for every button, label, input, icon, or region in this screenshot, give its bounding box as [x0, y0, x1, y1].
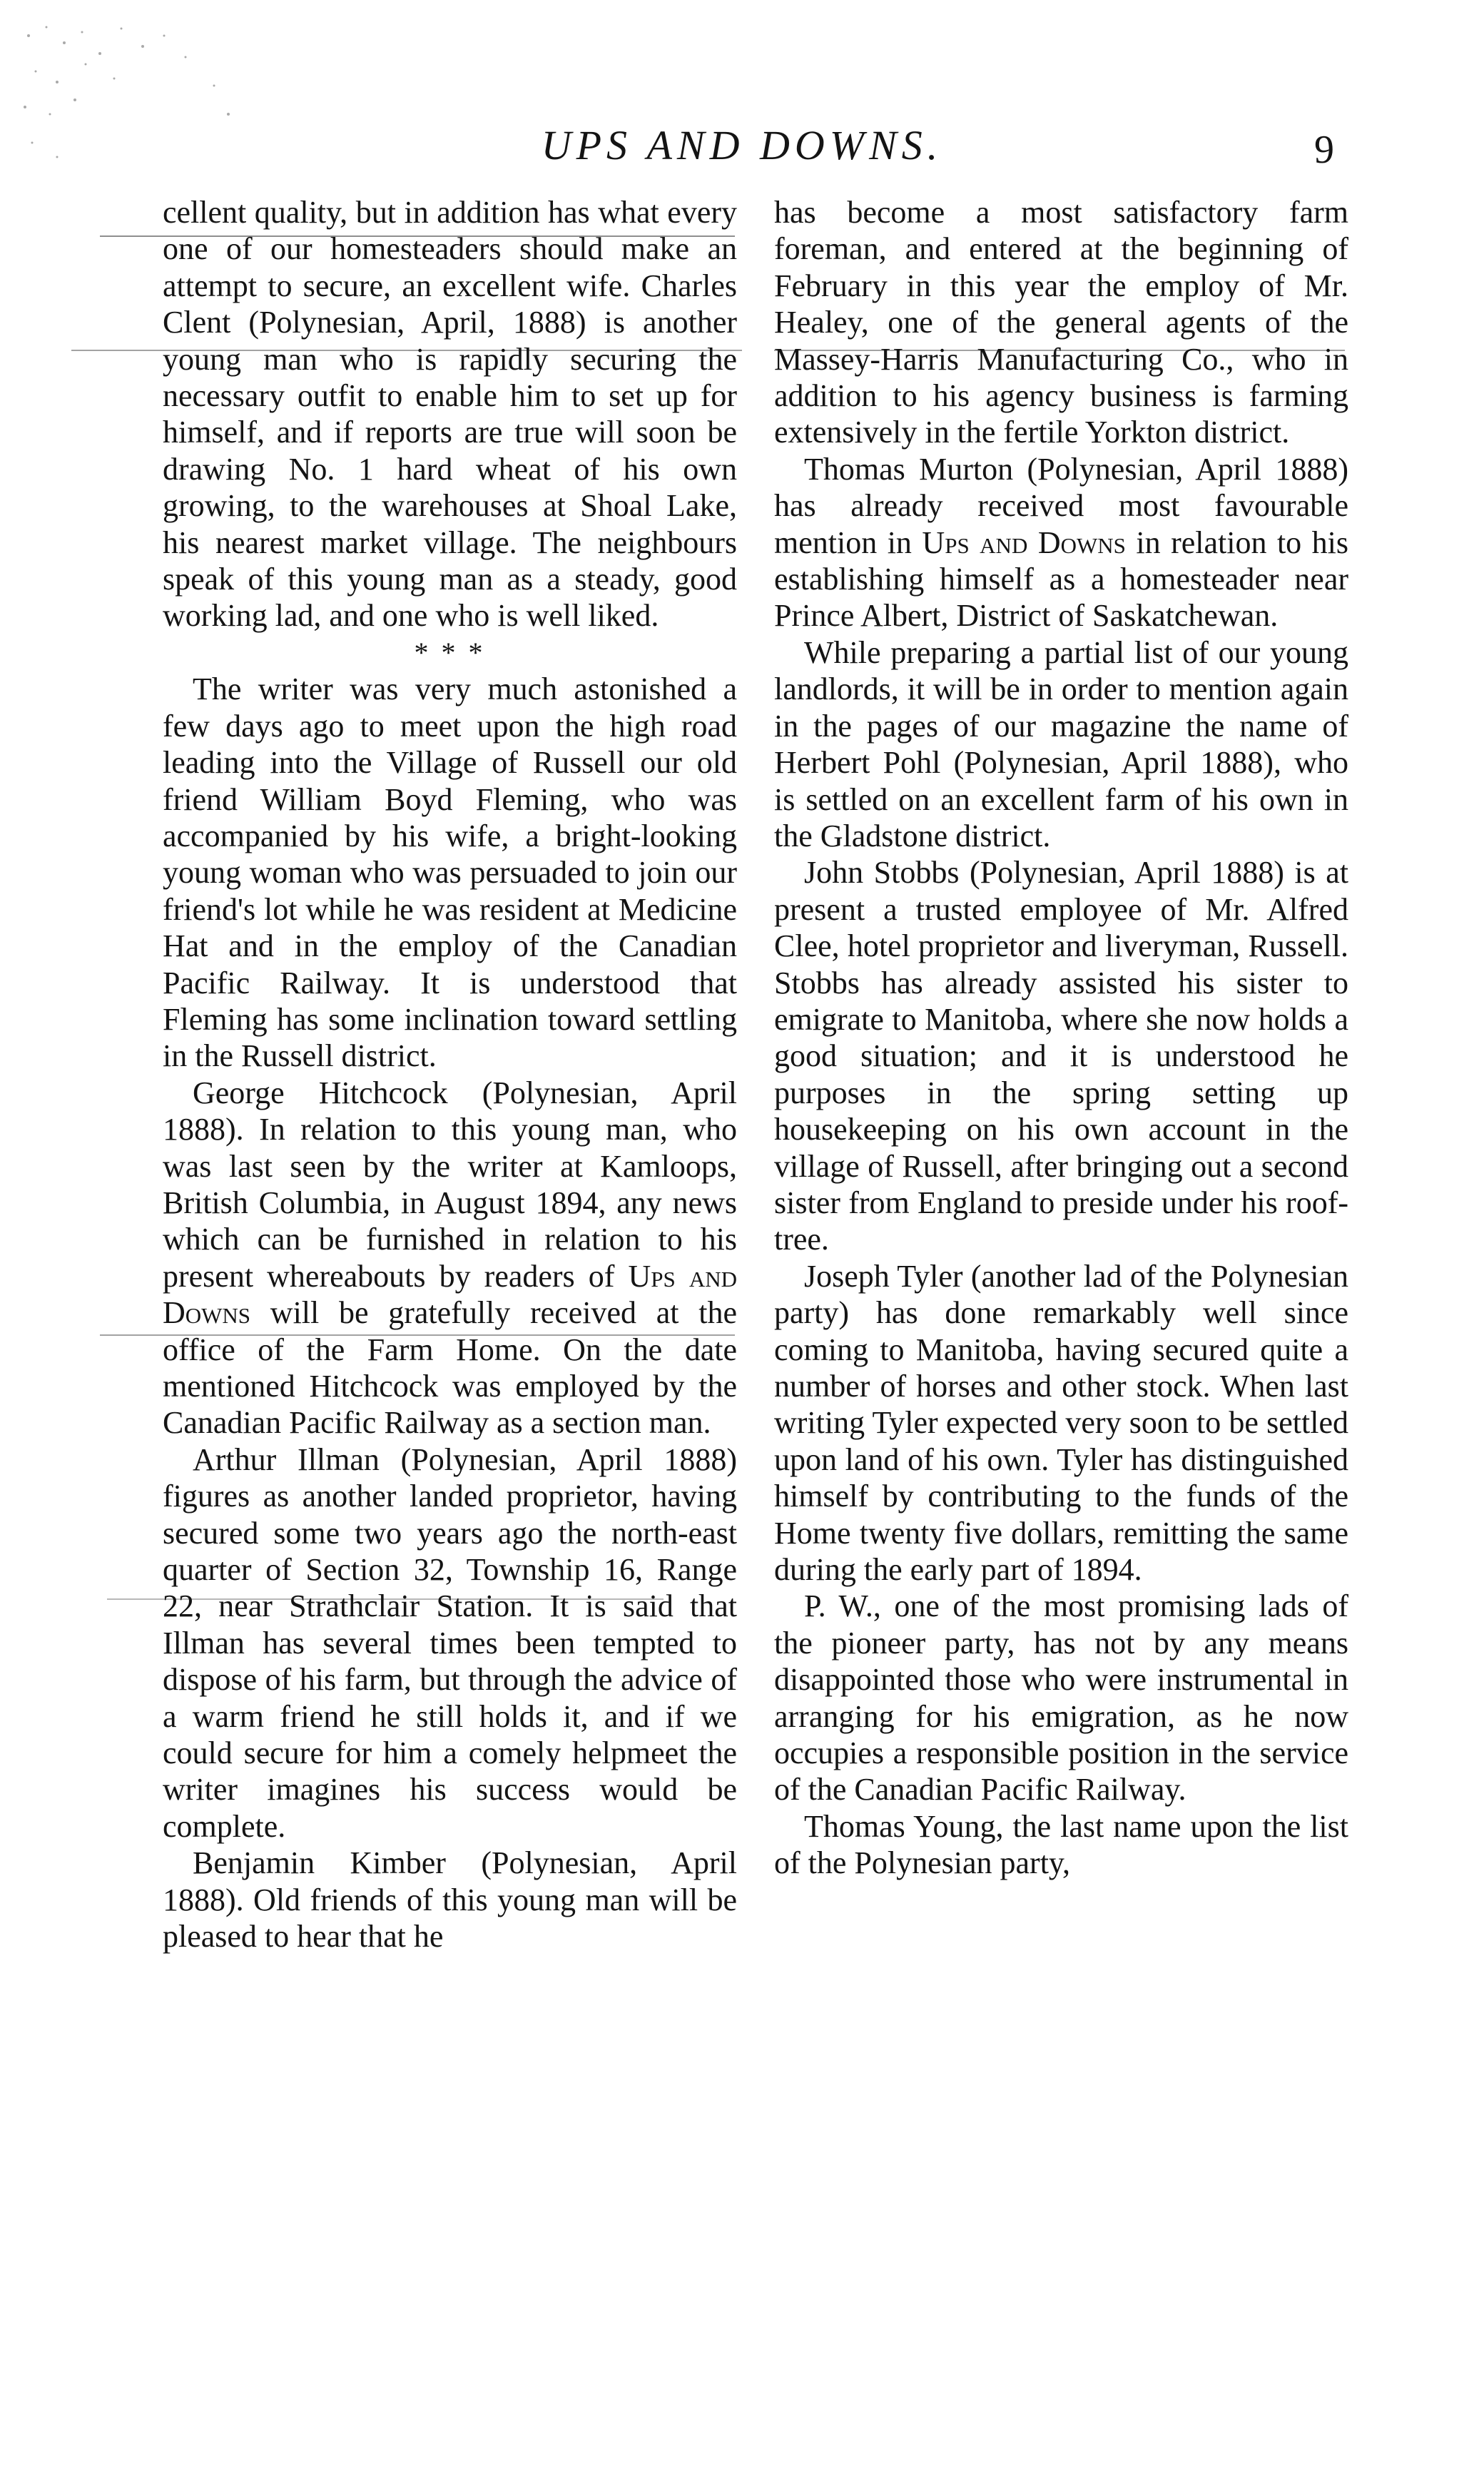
page-number: 9 — [1314, 128, 1334, 172]
paragraph: has become a most satisfactory farm foreman, and entered at the beginning of February in this year the employ of Mr. Healey, one of the general agents of the Massey-Harris Manufacturing Co., who in addition to his agency business is farming extensively in the fertile Yorkton district. — [774, 195, 1348, 450]
paragraph-text: George Hitchcock (Polynesian, April 1888). In relation to this young man, who was last seen by the writer at Kamloops, British Columbia, in August 1894, any news which can be furnished in relation to his present whereabouts by readers of — [163, 1075, 737, 1294]
paragraph: Joseph Tyler (another lad of the Polynesian party) has done remarkably well since coming to Manitoba, having secured quite a number of horses and other stock. When last writing Tyler expected very soon to be settled upon land of his own. Tyler has distinguished himself by contributing to the funds of the Home twenty five dollars, remitting the same during the early part of 1894. — [774, 1258, 1348, 1588]
paragraph: While preparing a partial list of our young landlords, it will be in order to mention again in the pages of our magazine the name of Herbert Pohl (Polynesian, April 1888), who is settled on an excellent farm of his own in the Gladstone district. — [774, 634, 1348, 853]
paragraph: Thomas Young, the last name upon the list of the Polynesian party, — [774, 1808, 1348, 1881]
paragraph: John Stobbs (Polynesian, April 1888) is at present a trusted employee of Mr. Alfred Clee, hotel proprietor and liveryman, Russell. Stobbs has already assisted his sister to emigrate to Manitoba, where she now holds a good situation; and it is understood he purposes in the spring setting up housekeeping on his own account in the village of Russell, after bringing out a second sister from England to preside under his roof-tree. — [774, 855, 1348, 1257]
paragraph-text: will be gratefully received at the office of the Farm Home. On the date mentioned Hitchcock was employed by the Canadian Pacific Railway as a section man. — [163, 1295, 737, 1441]
paragraph: cellent quality, but in addition has what every one of our homesteaders should make an attempt to secure, an excellent wife. Charles Clent (Polynesian, April, 1888) is another young man who is rapidly securing the necessary outfit to enable him to set up for himself, and if reports are true will soon be drawing No. 1 hard wheat of his own growing, to the warehouses at Shoal Lake, his nearest market village. The neighbours speak of this young man as a steady, good working lad, and one who is well liked. — [163, 195, 737, 634]
page-header — [0, 121, 1484, 186]
paragraph — [774, 451, 1348, 634]
magazine-title: Ups and Downs — [922, 524, 1126, 560]
paragraph-text: in relation to his establishing himself as a homesteader near Prince Albert, District of Saskatchewan. — [774, 524, 1349, 634]
paragraph — [163, 1075, 737, 1441]
paragraph: Arthur Illman (Polynesian, April 1888) figures as another landed proprietor, having secured some two years ago the north-east quarter of Section 32, Township 16, Range 22, near Strathclair Station. It is said that Illman has several times been tempted to dispose of his farm, but through the advice of a warm friend he still holds it, and if we could secure for him a comely helpmeet the writer imagines his success would be complete. — [163, 1441, 737, 1844]
paragraph: Benjamin Kimber (Polynesian, April 1888). Old friends of this young man will be pleased to hear that he — [163, 1845, 737, 1955]
asterism-divider: * * * — [414, 636, 486, 669]
paragraph-text: Thomas Murton (Polynesian, April 1888) has already received most favourable mention in — [774, 451, 1348, 560]
magazine-title: Ups and Downs — [163, 1258, 738, 1331]
paragraph: The writer was very much astonished a few days ago to meet upon the high road leading into the Village of Russell our old friend William Boyd Fleming, who was accompanied by his wife, a bright-looking young woman who was persuaded to join our friend's lot while he was resident at Medicine Hat and in the employ of the Canadian Pacific Railway. It is understood that Fleming has some inclination toward settling in the Russell district. — [163, 671, 737, 1074]
left-column — [163, 194, 737, 1955]
running-title: UPS AND DOWNS. — [541, 122, 943, 168]
paragraph: P. W., one of the most promising lads of the pioneer party, has not by any means disappointed those who were instrumental in arranging for his emigration, as he now occupies a responsible position in the service of the Canadian Pacific Railway. — [774, 1588, 1348, 1808]
right-column — [774, 194, 1348, 1882]
